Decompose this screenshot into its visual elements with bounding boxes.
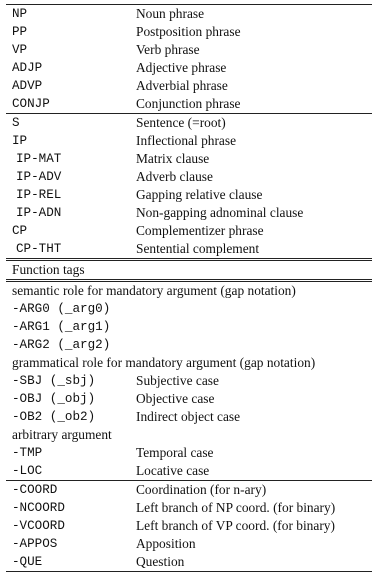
tag-cell: IP (12, 134, 28, 148)
table-row (6, 372, 372, 390)
desc-cell: Verb phrase (136, 42, 200, 57)
tag-cell: S (12, 116, 20, 130)
tag-cell: -TMP (12, 446, 43, 460)
table-row (6, 95, 372, 113)
desc-cell: Complementizer phrase (136, 223, 264, 238)
table-row (6, 408, 372, 426)
desc-cell: Inflectional phrase (136, 133, 237, 148)
table-row (6, 444, 372, 462)
table-row (6, 132, 372, 150)
table-row (6, 186, 372, 204)
desc-cell: Left branch of NP coord. (for binary) (136, 500, 336, 515)
table-row (6, 553, 372, 571)
tag-cell: -NCOORD (12, 501, 65, 515)
tag-cell: ADVP (12, 79, 43, 93)
desc-cell: Left branch of VP coord. (for binary) (136, 518, 335, 533)
table-row (6, 481, 372, 499)
table-row (6, 462, 372, 480)
subsection-heading (6, 354, 372, 372)
desc-cell: Subjective case (136, 373, 219, 388)
tag-table (6, 4, 372, 572)
grammatical-heading: grammatical role for mandatory argument (gap notation) (12, 355, 316, 370)
desc-cell: Conjunction phrase (136, 96, 241, 111)
tag-cell: -APPOS (12, 537, 58, 551)
table-row (6, 168, 372, 186)
desc-cell: Locative case (136, 463, 210, 478)
table-row (6, 240, 372, 258)
table-row (6, 204, 372, 222)
tag-cell: -OBJ (_obj) (12, 392, 96, 406)
tag-cell: -QUE (12, 555, 43, 569)
tag-cell: IP-ADN (16, 206, 62, 220)
tag-cell: CONJP (12, 97, 50, 111)
desc-cell: Adverb clause (136, 169, 213, 184)
tag-cell: IP-MAT (16, 152, 62, 166)
desc-cell: Postposition phrase (136, 24, 241, 39)
tag-cell: VP (12, 43, 28, 57)
arbitrary-heading: arbitrary argument (12, 427, 112, 442)
tag-cell: PP (12, 25, 28, 39)
desc-cell: Apposition (136, 536, 196, 551)
table-row (6, 114, 372, 132)
tag-cell: IP-REL (16, 188, 62, 202)
function-tags-heading: Function tags (12, 262, 85, 277)
table-row (6, 390, 372, 408)
tag-cell: CP (12, 224, 28, 238)
desc-cell: Noun phrase (136, 6, 205, 21)
tag-cell: -VCOORD (12, 519, 65, 533)
subsection-heading (6, 282, 372, 300)
desc-cell: Non-gapping adnominal clause (136, 205, 304, 220)
tag-cell: -ARG0 (_arg0) (12, 302, 111, 316)
tag-cell: -LOC (12, 464, 43, 478)
table-row (6, 318, 372, 336)
desc-cell: Sentential complement (136, 241, 260, 256)
section-heading (6, 261, 372, 279)
desc-cell: Indirect object case (136, 409, 241, 424)
desc-cell: Question (136, 554, 185, 569)
tag-cell: -ARG1 (_arg1) (12, 320, 111, 334)
desc-cell: Adjective phrase (136, 60, 227, 75)
table-row (6, 499, 372, 517)
table-row (6, 517, 372, 535)
desc-cell: Sentence (=root) (136, 115, 226, 130)
desc-cell: Temporal case (136, 445, 214, 460)
desc-cell: Gapping relative clause (136, 187, 263, 202)
table-row (6, 222, 372, 240)
table-row (6, 23, 372, 41)
table-row (6, 77, 372, 95)
tag-cell: -OB2 (_ob2) (12, 410, 96, 424)
tag-cell: IP-ADV (16, 170, 62, 184)
table-row (6, 336, 372, 354)
tag-cell: ADJP (12, 61, 43, 75)
table-row (6, 300, 372, 318)
table-row (6, 5, 372, 23)
tag-cell: -SBJ (_sbj) (12, 374, 96, 388)
desc-cell: Matrix clause (136, 151, 210, 166)
tag-cell: NP (12, 7, 28, 21)
table-row (6, 41, 372, 59)
tag-cell: CP-THT (16, 242, 62, 256)
tag-cell: -ARG2 (_arg2) (12, 338, 111, 352)
semantic-heading: semantic role for mandatory argument (gap notation) (12, 283, 296, 298)
desc-cell: Objective case (136, 391, 215, 406)
desc-cell: Adverbial phrase (136, 78, 228, 93)
subsection-heading (6, 426, 372, 444)
tag-cell: -COORD (12, 483, 58, 497)
table-row (6, 59, 372, 77)
table-row (6, 150, 372, 168)
desc-cell: Coordination (for n-ary) (136, 482, 267, 497)
table-row (6, 535, 372, 553)
